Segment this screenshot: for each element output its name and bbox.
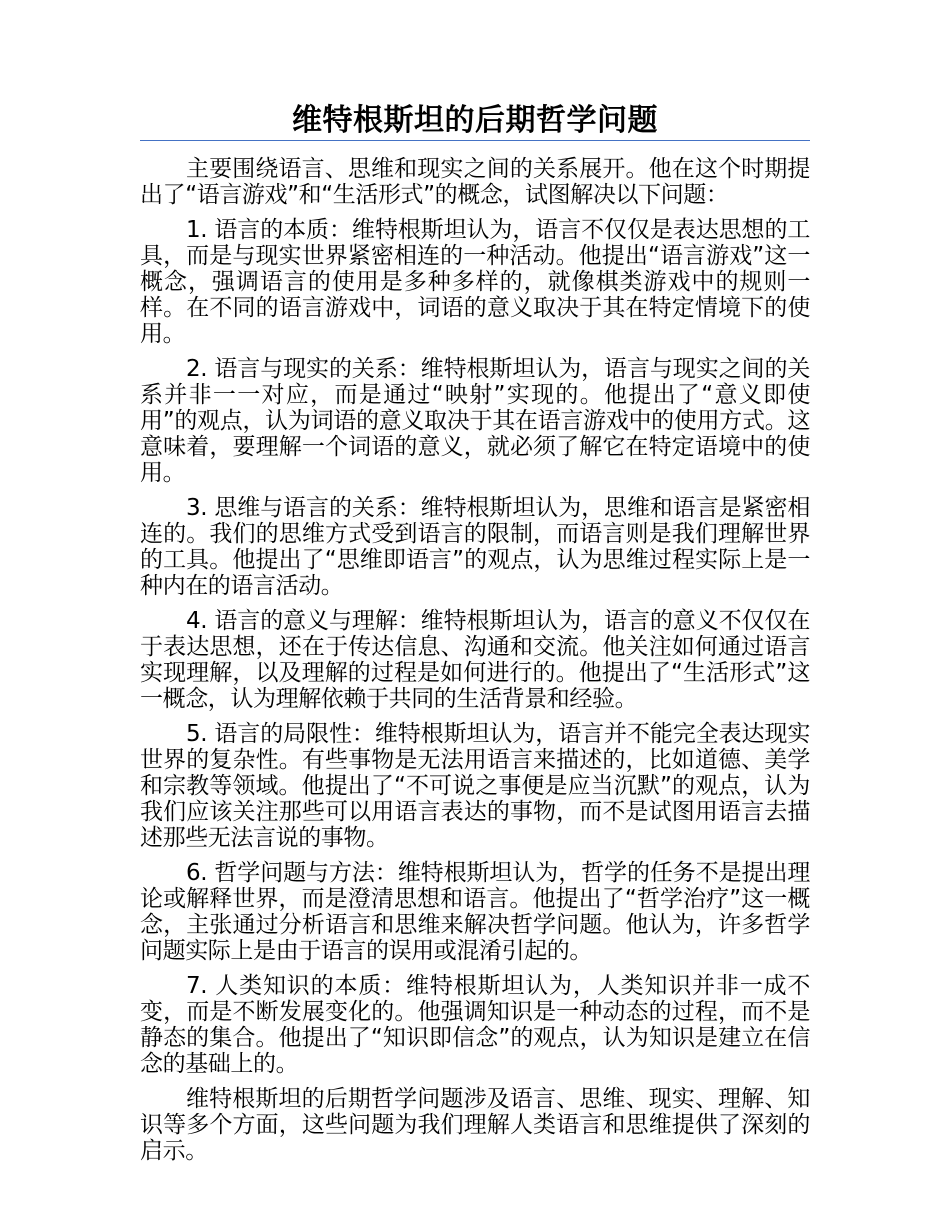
paragraph-point-1: 1. 语言的本质：维特根斯坦认为，语言不仅仅是表达思想的工具，而是与现实世界紧密相连的一种活动。他提出“语言游戏”这一概念，强调语言的使用是多种多样的，就像棋类游戏中的规则一样。在不同的语言游戏中，词语的意义取决于其在特定情境下的使用。 [140, 217, 810, 347]
title-block [140, 102, 810, 141]
paragraph-point-7: 7. 人类知识的本质：维特根斯坦认为，人类知识并非一成不变，而是不断发展变化的。他强调知识是一种动态的过程，而不是静态的集合。他提出了“知识即信念”的观点，认为知识是建立在信念的基础上的。 [140, 973, 810, 1077]
paragraph-point-2: 2. 语言与现实的关系：维特根斯坦认为，语言与现实之间的关系并非一一对应，而是通过“映射”实现的。他提出了“意义即使用”的观点，认为词语的意义取决于其在语言游戏中的使用方式。这意味着，要理解一个词语的意义，就必须了解它在特定语境中的使用。 [140, 356, 810, 486]
paragraph-point-3: 3. 思维与语言的关系：维特根斯坦认为，思维和语言是紧密相连的。我们的思维方式受到语言的限制，而语言则是我们理解世界的工具。他提出了“思维即语言”的观点，认为思维过程实际上是一种内在的语言活动。 [140, 495, 810, 599]
document-body [140, 156, 810, 1173]
paragraph-conclusion: 维特根斯坦的后期哲学问题涉及语言、思维、现实、理解、知识等多个方面，这些问题为我们理解人类语言和思维提供了深刻的启示。 [140, 1086, 810, 1164]
paragraph-point-5: 5. 语言的局限性：维特根斯坦认为，语言并不能完全表达现实世界的复杂性。有些事物是无法用语言来描述的，比如道德、美学和宗教等领域。他提出了“不可说之事便是应当沉默”的观点，认为我们应该关注那些可以用语言表达的事物，而不是试图用语言去描述那些无法言说的事物。 [140, 721, 810, 851]
paragraph-intro: 主要围绕语言、思维和现实之间的关系展开。他在这个时期提出了“语言游戏”和“生活形式”的概念，试图解决以下问题： [140, 156, 810, 208]
page-title: 维特根斯坦的后期哲学问题 [292, 103, 658, 138]
paragraph-point-6: 6. 哲学问题与方法：维特根斯坦认为，哲学的任务不是提出理论或解释世界，而是澄清思想和语言。他提出了“哲学治疗”这一概念，主张通过分析语言和思维来解决哲学问题。他认为，许多哲学问题实际上是由于语言的误用或混淆引起的。 [140, 860, 810, 964]
paragraph-point-4: 4. 语言的意义与理解：维特根斯坦认为，语言的意义不仅仅在于表达思想，还在于传达信息、沟通和交流。他关注如何通过语言实现理解，以及理解的过程是如何进行的。他提出了“生活形式”这一概念，认为理解依赖于共同的生活背景和经验。 [140, 608, 810, 712]
